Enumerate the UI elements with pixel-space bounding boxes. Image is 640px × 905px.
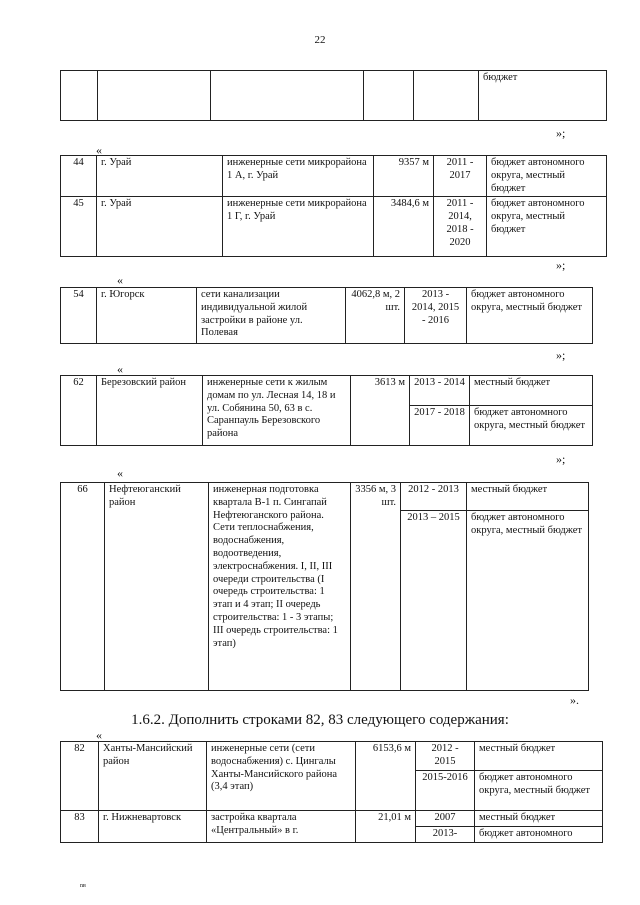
quote-open: « bbox=[117, 273, 123, 287]
quote-close: »; bbox=[556, 348, 566, 362]
empty-cell bbox=[211, 71, 364, 121]
quote-close: »; bbox=[556, 258, 566, 272]
table-row-62 bbox=[60, 375, 593, 446]
empty-cell bbox=[61, 71, 98, 121]
page-number: 22 bbox=[314, 34, 326, 46]
table-rows-44-45 bbox=[60, 155, 607, 257]
table-row: 2013 – 2015 бюджет автономного округа, местный бюджет bbox=[61, 511, 589, 691]
table-rows-82-83 bbox=[60, 741, 603, 843]
empty-cell bbox=[364, 71, 414, 121]
table-row: 44 г. Урай инженерные сети микрорайона 1 А, г. Урай 9357 м 2011 - 2017 бюджет автономного округа, местный бюджет bbox=[61, 156, 607, 197]
table-row: 62 Березовский район инженерные сети к жилым домам по ул. Лесная 14, 18 и ул. Собянина 50, 63 в с. Саранпауль Березовского района 3613 м 2013 - 2014 местный бюджет bbox=[61, 376, 593, 406]
quote-close: »; bbox=[556, 452, 566, 466]
table-row-54 bbox=[60, 287, 593, 344]
section-heading: 1.6.2. Дополнить строками 82, 83 следующего содержания: bbox=[131, 712, 509, 728]
table-row-66 bbox=[60, 482, 589, 691]
footer-mark: nв bbox=[80, 883, 86, 889]
empty-cell bbox=[414, 71, 479, 121]
quote-close: »; bbox=[556, 126, 566, 140]
funding-cell: бюджет bbox=[479, 71, 607, 121]
quote-open: « bbox=[117, 362, 123, 376]
table-row: 2013- бюджет автономного bbox=[61, 826, 603, 842]
quote-open: « bbox=[117, 466, 123, 480]
table-row: 54 г. Югорск сети канализации индивидуальной жилой застройки в районе ул. Полевая 4062,8 м, 2 шт. 2013 - 2014, 2015 - 2016 бюджет автономного округа, местный бюджет bbox=[61, 288, 593, 344]
table-row: 82 Ханты-Мансийский район инженерные сети (сети водоснабжения) с. Цингалы Ханты-Мансийского района (3,4 этап) 6153,6 м 2012 - 2015 местный бюджет bbox=[61, 742, 603, 771]
quote-open: « bbox=[96, 143, 102, 157]
quote-close: ». bbox=[570, 693, 579, 707]
table-row: 83 г. Нижневартовск застройка квартала «Центральный» в г. 21,01 м 2007 местный бюджет bbox=[61, 811, 603, 827]
table-row: 45 г. Урай инженерные сети микрорайона 1 Г, г. Урай 3484,6 м 2011 - 2014, 2018 - 2020 бюджет автономного округа, местный бюджет bbox=[61, 197, 607, 257]
empty-cell bbox=[98, 71, 211, 121]
table-row: 2015-2016 бюджет автономного округа, местный бюджет bbox=[61, 771, 603, 811]
table-row: 66 Нефтеюганский район инженерная подготовка квартала В-1 п. Сингапай Нефтеюганского района. Сети теплоснабжения, водоснабжения, водоотведения, электроснабжения. I, II, III очереди строительства (I очередь строительства: 1 этап и 4 этап; II очередь строительства: 1 - 3 этапы; III очередь строительства: 1 этап) 3356 м, 3 шт. 2012 - 2013 местный бюджет bbox=[61, 483, 589, 511]
quote-open: « bbox=[96, 728, 102, 742]
continuation-table bbox=[60, 70, 607, 121]
table-row: 2017 - 2018 бюджет автономного округа, местный бюджет bbox=[61, 406, 593, 446]
